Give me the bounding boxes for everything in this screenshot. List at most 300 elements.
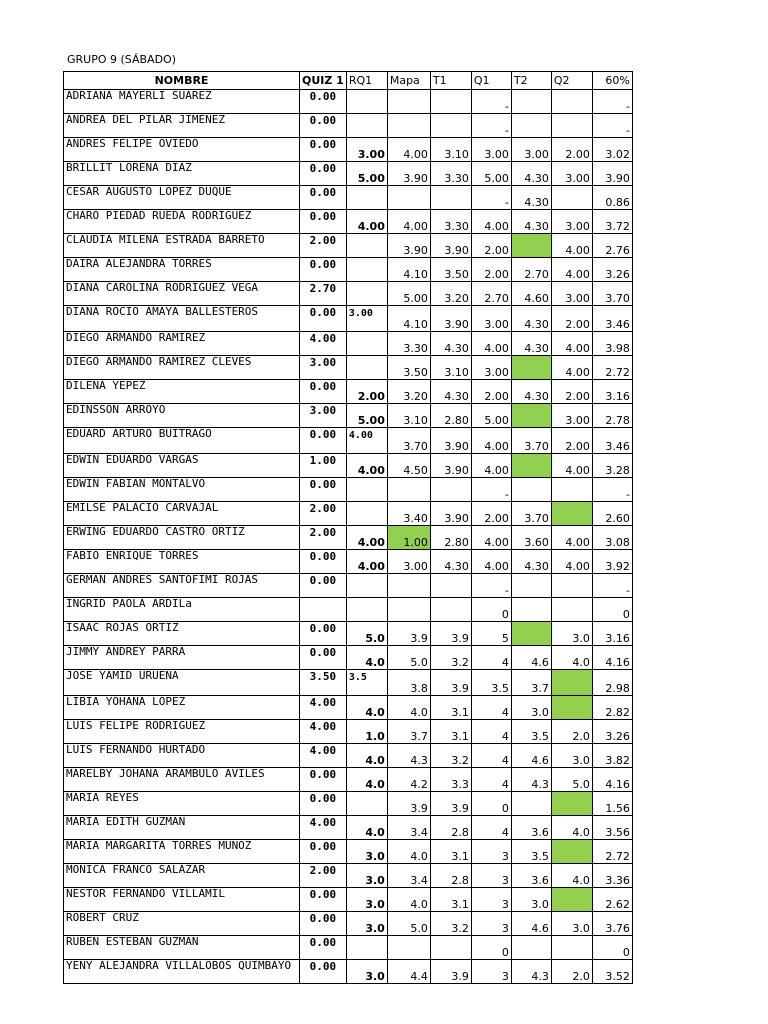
final-cell: 0	[592, 598, 632, 622]
mapa-cell	[387, 598, 430, 622]
student-name: DIANA ROCIO AMAYA BALLESTEROS	[64, 306, 300, 332]
table-row	[64, 306, 633, 332]
mapa-cell: 3.9	[387, 792, 430, 816]
student-name: GERMAN ANDRES SANTOFIMI ROJAS	[64, 574, 300, 598]
table-row	[64, 404, 633, 428]
q2-cell	[551, 936, 592, 960]
rq1-cell: 3.00	[346, 306, 387, 332]
final-cell: 3.08	[592, 526, 632, 550]
q1-cell: 4	[471, 744, 511, 768]
final-cell: 3.16	[592, 622, 632, 646]
final-cell: 3.56	[592, 816, 632, 840]
t2-cell: 3.60	[511, 526, 551, 550]
q2-cell: 2.0	[551, 960, 592, 984]
t2-cell: 3.5	[511, 840, 551, 864]
t2-cell: 4.30	[511, 380, 551, 404]
t1-cell: 3.9	[430, 670, 471, 696]
mapa-cell: 3.00	[387, 550, 430, 574]
column-header-quiz1: QUIZ 1	[300, 72, 347, 90]
rq1-cell	[346, 598, 387, 622]
table-row	[64, 840, 633, 864]
rq1-cell	[346, 332, 387, 356]
t1-cell	[430, 936, 471, 960]
t1-cell: 3.2	[430, 912, 471, 936]
student-name: LIBIA YOHANA LOPEZ	[64, 696, 300, 720]
q1-cell: 4.00	[471, 332, 511, 356]
t1-cell: 3.10	[430, 138, 471, 162]
t2-cell: 3.0	[511, 696, 551, 720]
table-row	[64, 138, 633, 162]
t1-cell: 3.1	[430, 840, 471, 864]
t2-cell: 4.30	[511, 210, 551, 234]
t2-cell	[511, 356, 551, 380]
quiz1-cell: 4.00	[300, 816, 347, 840]
mapa-cell: 4.00	[387, 210, 430, 234]
quiz1-cell: 3.50	[300, 670, 347, 696]
t1-cell: 2.8	[430, 864, 471, 888]
rq1-cell: 3.0	[346, 864, 387, 888]
table-row	[64, 888, 633, 912]
t2-cell: 4.6	[511, 912, 551, 936]
rq1-cell: 4.0	[346, 816, 387, 840]
final-cell: 2.62	[592, 888, 632, 912]
mapa-cell: 4.2	[387, 768, 430, 792]
rq1-cell: 4.0	[346, 696, 387, 720]
q2-cell: 3.00	[551, 210, 592, 234]
student-name: FABIO ENRIQUE TORRES	[64, 550, 300, 574]
q2-cell: 4.00	[551, 550, 592, 574]
q1-cell: 3.00	[471, 138, 511, 162]
final-cell: 3.90	[592, 162, 632, 186]
t2-cell: 4.3	[511, 768, 551, 792]
rq1-cell: 3.0	[346, 840, 387, 864]
final-cell: 3.52	[592, 960, 632, 984]
rq1-cell	[346, 90, 387, 114]
q1-cell: 0	[471, 792, 511, 816]
student-name: INGRID PAOLA ARDILa	[64, 598, 300, 622]
table-row	[64, 502, 633, 526]
final-cell: 4.16	[592, 646, 632, 670]
final-cell: 3.92	[592, 550, 632, 574]
t1-cell: 2.80	[430, 404, 471, 428]
final-cell: 3.36	[592, 864, 632, 888]
t1-cell: 3.2	[430, 646, 471, 670]
t1-cell: 3.30	[430, 162, 471, 186]
rq1-cell	[346, 258, 387, 282]
t2-cell	[511, 114, 551, 138]
quiz1-cell: 0.00	[300, 428, 347, 454]
rq1-cell: 1.0	[346, 720, 387, 744]
t1-cell: 3.1	[430, 888, 471, 912]
q2-cell	[551, 502, 592, 526]
t2-cell: 3.70	[511, 502, 551, 526]
table-row	[64, 162, 633, 186]
quiz1-cell: 0.00	[300, 888, 347, 912]
final-cell: 2.72	[592, 356, 632, 380]
quiz1-cell: 1.00	[300, 454, 347, 478]
header-row	[64, 72, 633, 90]
final-cell: 2.82	[592, 696, 632, 720]
final-cell: 3.28	[592, 454, 632, 478]
final-cell: 2.76	[592, 234, 632, 258]
q2-cell: 2.00	[551, 306, 592, 332]
mapa-cell: 5.0	[387, 912, 430, 936]
mapa-cell: 3.70	[387, 428, 430, 454]
mapa-cell: 4.0	[387, 840, 430, 864]
q2-cell: 2.00	[551, 380, 592, 404]
final-cell: 3.02	[592, 138, 632, 162]
table-row	[64, 720, 633, 744]
q2-cell	[551, 888, 592, 912]
t2-cell: 2.70	[511, 258, 551, 282]
quiz1-cell: 0.00	[300, 186, 347, 210]
student-name: EDWIN EDUARDO VARGAS	[64, 454, 300, 478]
mapa-cell: 5.0	[387, 646, 430, 670]
t2-cell: 4.30	[511, 306, 551, 332]
student-name: RUBEN ESTEBAN GUZMAN	[64, 936, 300, 960]
q1-cell: 4.00	[471, 454, 511, 478]
q1-cell: 3	[471, 864, 511, 888]
final-cell: 0	[592, 936, 632, 960]
mapa-cell: 4.3	[387, 744, 430, 768]
t1-cell: 3.9	[430, 792, 471, 816]
q1-cell: 3	[471, 888, 511, 912]
mapa-cell	[387, 936, 430, 960]
table-row	[64, 210, 633, 234]
table-row	[64, 478, 633, 502]
rq1-cell: 4.00	[346, 210, 387, 234]
quiz1-cell: 0.00	[300, 162, 347, 186]
quiz1-cell: 4.00	[300, 332, 347, 356]
quiz1-cell: 3.00	[300, 404, 347, 428]
rq1-cell	[346, 234, 387, 258]
t1-cell: 3.9	[430, 960, 471, 984]
q1-cell: 5	[471, 622, 511, 646]
t1-cell: 4.30	[430, 380, 471, 404]
q2-cell	[551, 792, 592, 816]
quiz1-cell: 0.00	[300, 138, 347, 162]
rq1-cell	[346, 792, 387, 816]
quiz1-cell: 0.00	[300, 478, 347, 502]
rq1-cell	[346, 478, 387, 502]
final-cell: 2.60	[592, 502, 632, 526]
t2-cell	[511, 936, 551, 960]
q2-cell: 3.00	[551, 404, 592, 428]
t2-cell	[511, 90, 551, 114]
q2-cell: 3.0	[551, 744, 592, 768]
student-name: ERWING EDUARDO CASTRO ORTIZ	[64, 526, 300, 550]
q1-cell: 2.00	[471, 502, 511, 526]
final-cell: -	[592, 90, 632, 114]
final-cell: 3.26	[592, 720, 632, 744]
final-cell: 3.26	[592, 258, 632, 282]
grades-table	[63, 71, 633, 984]
quiz1-cell	[300, 598, 347, 622]
table-row	[64, 234, 633, 258]
t2-cell: 4.30	[511, 162, 551, 186]
q2-cell: 4.00	[551, 332, 592, 356]
t1-cell: 3.50	[430, 258, 471, 282]
quiz1-cell: 2.00	[300, 864, 347, 888]
quiz1-cell: 0.00	[300, 306, 347, 332]
t2-cell: 4.30	[511, 332, 551, 356]
q1-cell: 4.00	[471, 526, 511, 550]
q1-cell: 3.00	[471, 356, 511, 380]
q1-cell: 5.00	[471, 404, 511, 428]
t2-cell	[511, 404, 551, 428]
mapa-cell: 3.4	[387, 816, 430, 840]
mapa-cell: 4.00	[387, 138, 430, 162]
student-name: JIMMY ANDREY PARRA	[64, 646, 300, 670]
rq1-cell: 4.0	[346, 646, 387, 670]
q1-cell: 0	[471, 936, 511, 960]
quiz1-cell: 0.00	[300, 792, 347, 816]
rq1-cell: 4.00	[346, 526, 387, 550]
table-row	[64, 550, 633, 574]
student-name: MARIA MARGARITA TORRES MUNOZ	[64, 840, 300, 864]
column-header-t2: T2	[511, 72, 551, 90]
rq1-cell	[346, 186, 387, 210]
student-name: MARELBY JOHANA ARAMBULO AVILES	[64, 768, 300, 792]
quiz1-cell: 0.00	[300, 90, 347, 114]
q2-cell: 2.00	[551, 138, 592, 162]
column-header-rq1: RQ1	[346, 72, 387, 90]
quiz1-cell: 3.00	[300, 356, 347, 380]
mapa-cell: 4.0	[387, 696, 430, 720]
t1-cell	[430, 90, 471, 114]
student-name: LUIS FELIPE RODRIGUEZ	[64, 720, 300, 744]
student-name: ANDRES FELIPE OVIEDO	[64, 138, 300, 162]
quiz1-cell: 4.00	[300, 744, 347, 768]
t2-cell	[511, 478, 551, 502]
table-row	[64, 380, 633, 404]
mapa-cell	[387, 574, 430, 598]
rq1-cell	[346, 114, 387, 138]
student-name: CESAR AUGUSTO LOPEZ DUQUE	[64, 186, 300, 210]
mapa-cell: 1.00	[387, 526, 430, 550]
q2-cell: 4.00	[551, 454, 592, 478]
q1-cell: 3.5	[471, 670, 511, 696]
t1-cell: 4.30	[430, 332, 471, 356]
q2-cell: 2.0	[551, 720, 592, 744]
t2-cell: 4.60	[511, 282, 551, 306]
column-header-nombre: NOMBRE	[64, 72, 300, 90]
table-row	[64, 574, 633, 598]
table-row	[64, 646, 633, 670]
mapa-cell: 4.10	[387, 306, 430, 332]
student-name: YENY ALEJANDRA VILLALOBOS QUIMBAYO	[64, 960, 300, 984]
quiz1-cell: 4.00	[300, 720, 347, 744]
q2-cell	[551, 696, 592, 720]
mapa-cell	[387, 186, 430, 210]
student-name: MARIA EDITH GUZMAN	[64, 816, 300, 840]
mapa-cell: 3.90	[387, 162, 430, 186]
final-cell: -	[592, 574, 632, 598]
quiz1-cell: 2.00	[300, 526, 347, 550]
q1-cell: 3	[471, 960, 511, 984]
rq1-cell: 3.5	[346, 670, 387, 696]
rq1-cell	[346, 574, 387, 598]
column-header-final: 60%	[592, 72, 632, 90]
rq1-cell: 4.00	[346, 454, 387, 478]
t1-cell	[430, 478, 471, 502]
t1-cell: 3.30	[430, 210, 471, 234]
q1-cell: 4.00	[471, 210, 511, 234]
t2-cell: 4.30	[511, 550, 551, 574]
column-header-q1: Q1	[471, 72, 511, 90]
final-cell: 3.72	[592, 210, 632, 234]
table-row	[64, 428, 633, 454]
t2-cell: 3.70	[511, 428, 551, 454]
table-row	[64, 186, 633, 210]
rq1-cell: 3.0	[346, 912, 387, 936]
column-header-q2: Q2	[551, 72, 592, 90]
mapa-cell: 3.20	[387, 380, 430, 404]
student-name: DAIRA ALEJANDRA TORRES	[64, 258, 300, 282]
quiz1-cell: 0.00	[300, 960, 347, 984]
q2-cell: 3.00	[551, 162, 592, 186]
mapa-cell: 4.50	[387, 454, 430, 478]
t2-cell: 3.6	[511, 864, 551, 888]
table-row	[64, 670, 633, 696]
q1-cell: -	[471, 478, 511, 502]
t2-cell: 4.30	[511, 186, 551, 210]
rq1-cell	[346, 936, 387, 960]
q2-cell	[551, 478, 592, 502]
mapa-cell: 3.8	[387, 670, 430, 696]
q2-cell: 4.00	[551, 356, 592, 380]
student-name: ROBERT CRUZ	[64, 912, 300, 936]
t2-cell: 4.3	[511, 960, 551, 984]
t2-cell	[511, 574, 551, 598]
final-cell: 2.72	[592, 840, 632, 864]
student-name: NESTOR FERNANDO VILLAMIL	[64, 888, 300, 912]
t2-cell	[511, 792, 551, 816]
quiz1-cell: 2.70	[300, 282, 347, 306]
q1-cell: 4	[471, 768, 511, 792]
q1-cell: 2.00	[471, 258, 511, 282]
t1-cell: 3.90	[430, 234, 471, 258]
t1-cell: 4.30	[430, 550, 471, 574]
q1-cell: 3	[471, 840, 511, 864]
quiz1-cell: 2.00	[300, 234, 347, 258]
final-cell: 2.98	[592, 670, 632, 696]
q1-cell: -	[471, 186, 511, 210]
q1-cell: 3.00	[471, 306, 511, 332]
rq1-cell: 5.00	[346, 404, 387, 428]
t1-cell: 3.90	[430, 306, 471, 332]
column-header-t1: T1	[430, 72, 471, 90]
t1-cell: 3.90	[430, 428, 471, 454]
quiz1-cell: 0.00	[300, 550, 347, 574]
student-name: ISAAC ROJAS ORTIZ	[64, 622, 300, 646]
final-cell: 3.46	[592, 306, 632, 332]
table-row	[64, 598, 633, 622]
mapa-cell: 3.50	[387, 356, 430, 380]
quiz1-cell: 4.00	[300, 696, 347, 720]
q1-cell: 5.00	[471, 162, 511, 186]
q2-cell	[551, 90, 592, 114]
quiz1-cell: 0.00	[300, 622, 347, 646]
q2-cell	[551, 574, 592, 598]
q2-cell: 2.00	[551, 428, 592, 454]
quiz1-cell: 0.00	[300, 258, 347, 282]
q2-cell	[551, 598, 592, 622]
column-header-mapa: Mapa	[387, 72, 430, 90]
final-cell: -	[592, 114, 632, 138]
grades-body	[64, 90, 633, 984]
final-cell: 3.46	[592, 428, 632, 454]
t1-cell: 3.9	[430, 622, 471, 646]
quiz1-cell: 0.00	[300, 380, 347, 404]
q2-cell: 4.00	[551, 258, 592, 282]
final-cell: 4.16	[592, 768, 632, 792]
t2-cell: 3.6	[511, 816, 551, 840]
q2-cell: 4.0	[551, 864, 592, 888]
student-name: CLAUDIA MILENA ESTRADA BARRETO	[64, 234, 300, 258]
rq1-cell: 4.00	[346, 550, 387, 574]
mapa-cell: 3.40	[387, 502, 430, 526]
table-row	[64, 114, 633, 138]
student-name: DILENA YEPEZ	[64, 380, 300, 404]
mapa-cell: 4.0	[387, 888, 430, 912]
q1-cell: 4	[471, 696, 511, 720]
rq1-cell: 3.00	[346, 138, 387, 162]
rq1-cell	[346, 356, 387, 380]
mapa-cell: 4.10	[387, 258, 430, 282]
t2-cell	[511, 622, 551, 646]
mapa-cell: 3.30	[387, 332, 430, 356]
quiz1-cell: 2.00	[300, 502, 347, 526]
mapa-cell	[387, 90, 430, 114]
table-row	[64, 332, 633, 356]
table-row	[64, 816, 633, 840]
final-cell: 3.16	[592, 380, 632, 404]
t1-cell	[430, 114, 471, 138]
q1-cell: -	[471, 574, 511, 598]
q1-cell: 0	[471, 598, 511, 622]
t2-cell: 4.6	[511, 744, 551, 768]
t2-cell: 3.0	[511, 888, 551, 912]
q1-cell: 2.70	[471, 282, 511, 306]
q2-cell	[551, 840, 592, 864]
table-row	[64, 936, 633, 960]
table-row	[64, 622, 633, 646]
table-row	[64, 744, 633, 768]
t1-cell: 3.90	[430, 454, 471, 478]
student-name: ANDREA DEL PILAR JIMENEZ	[64, 114, 300, 138]
t2-cell: 4.6	[511, 646, 551, 670]
q1-cell: 4	[471, 646, 511, 670]
student-name: DIEGO ARMANDO RAMIREZ	[64, 332, 300, 356]
t2-cell	[511, 598, 551, 622]
q2-cell: 5.0	[551, 768, 592, 792]
q1-cell: 4.00	[471, 428, 511, 454]
student-name: EDWIN FABIAN MONTALVO	[64, 478, 300, 502]
q1-cell: -	[471, 90, 511, 114]
q2-cell: 4.0	[551, 646, 592, 670]
q2-cell: 3.0	[551, 622, 592, 646]
t2-cell: 3.00	[511, 138, 551, 162]
final-cell: 3.98	[592, 332, 632, 356]
t2-cell	[511, 234, 551, 258]
sheet-title: GRUPO 9 (SÁBADO)	[67, 53, 176, 66]
rq1-cell: 4.0	[346, 768, 387, 792]
final-cell: -	[592, 478, 632, 502]
table-row	[64, 696, 633, 720]
t2-cell: 3.5	[511, 720, 551, 744]
quiz1-cell: 0.00	[300, 210, 347, 234]
